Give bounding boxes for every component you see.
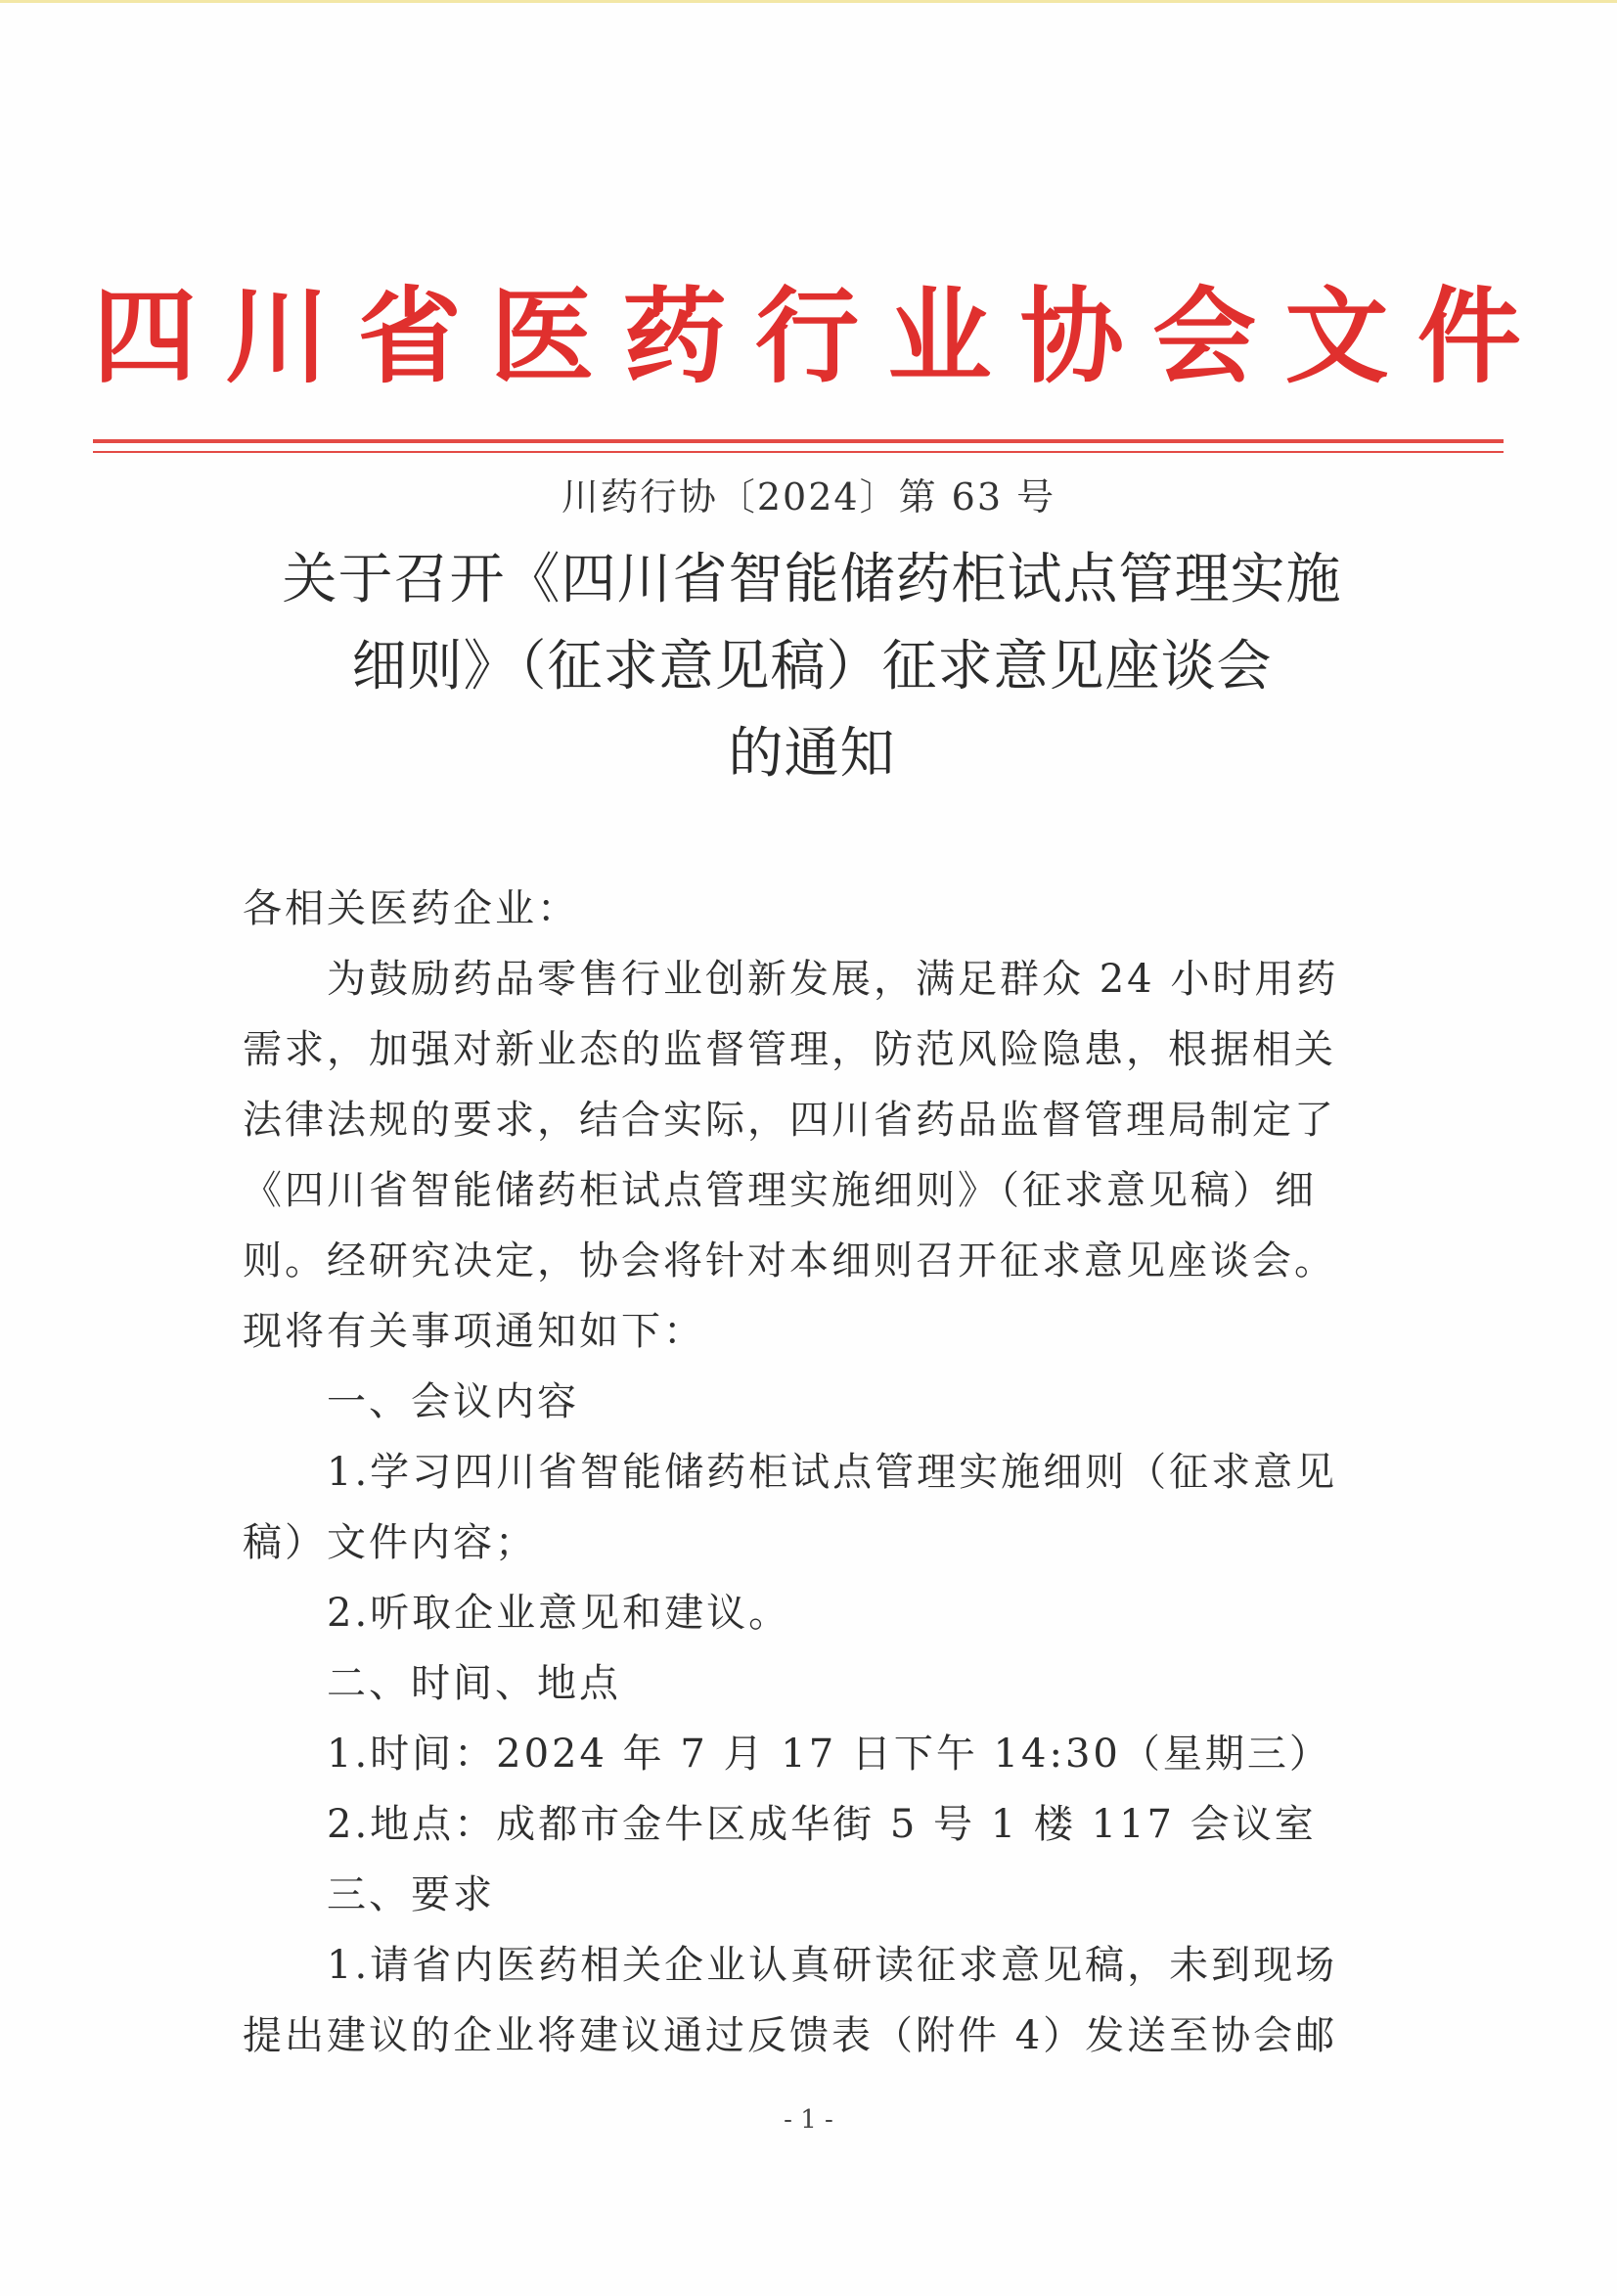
list-item: 1.学习四川省智能储药柜试点管理实施细则（征求意见 <box>327 1450 1338 1495</box>
masthead-char: 件 <box>1416 277 1521 397</box>
list-item-continuation: 提出建议的企业将建议通过反馈表（附件 4）发送至协会邮 <box>243 2013 1338 2058</box>
paragraph-line: 现将有关事项通知如下： <box>243 1309 705 1354</box>
red-divider-thin <box>93 451 1504 453</box>
page-number: - 1 - <box>784 2105 833 2135</box>
scan-edge-line <box>0 0 1617 3</box>
title-line: 关于召开《四川省智能储药柜试点管理实施 <box>282 548 1342 611</box>
list-item: 1.请省内医药相关企业认真研读征求意见稿，未到现场 <box>327 1943 1338 1988</box>
notice-body <box>243 874 1375 2071</box>
masthead-char: 业 <box>887 277 992 397</box>
title-line: 的通知 <box>728 722 896 786</box>
paragraph-line: 法律法规的要求，结合实际，四川省药品监督管理局制定了 <box>243 1098 1336 1143</box>
list-item-continuation: 稿）文件内容； <box>243 1520 537 1565</box>
masthead-char: 四 <box>93 277 197 397</box>
section-heading: 一、会议内容 <box>327 1379 579 1424</box>
title-line: 细则》（征求意见稿）征求意见座谈会 <box>351 635 1273 698</box>
masthead-char: 会 <box>1152 277 1257 397</box>
paragraph-line: 需求，加强对新业态的监督管理，防范风险隐患，根据相关 <box>243 1027 1336 1072</box>
masthead-char: 协 <box>1019 277 1124 397</box>
red-divider-thick <box>93 439 1504 443</box>
list-item: 2.地点：成都市金牛区成华街 5 号 1 楼 117 会议室 <box>327 1802 1317 1847</box>
masthead-char: 省 <box>357 277 462 397</box>
masthead-char: 行 <box>754 277 859 397</box>
paragraph-line: 则。经研究决定，协会将针对本细则召开征求意见座谈会。 <box>243 1238 1336 1283</box>
masthead-title <box>93 274 1521 401</box>
list-item: 1.时间：2024 年 7 月 17 日下午 14:30（星期三） <box>327 1732 1331 1777</box>
section-heading: 二、时间、地点 <box>327 1661 621 1706</box>
masthead-char: 药 <box>622 277 727 397</box>
masthead-char: 文 <box>1284 277 1389 397</box>
list-item: 2.听取企业意见和建议。 <box>327 1591 791 1636</box>
paragraph-line: 为鼓励药品零售行业创新发展，满足群众 24 小时用药 <box>327 957 1339 1002</box>
masthead-char: 川 <box>225 277 330 397</box>
notice-title <box>235 536 1389 797</box>
paragraph-line: 《四川省智能储药柜试点管理实施细则》（征求意见稿）细 <box>243 1168 1317 1213</box>
document-number: 川药行协〔2024〕第 63 号 <box>561 475 1056 518</box>
section-heading: 三、要求 <box>327 1872 495 1917</box>
masthead-char: 医 <box>490 277 595 397</box>
salutation: 各相关医药企业： <box>243 886 579 931</box>
